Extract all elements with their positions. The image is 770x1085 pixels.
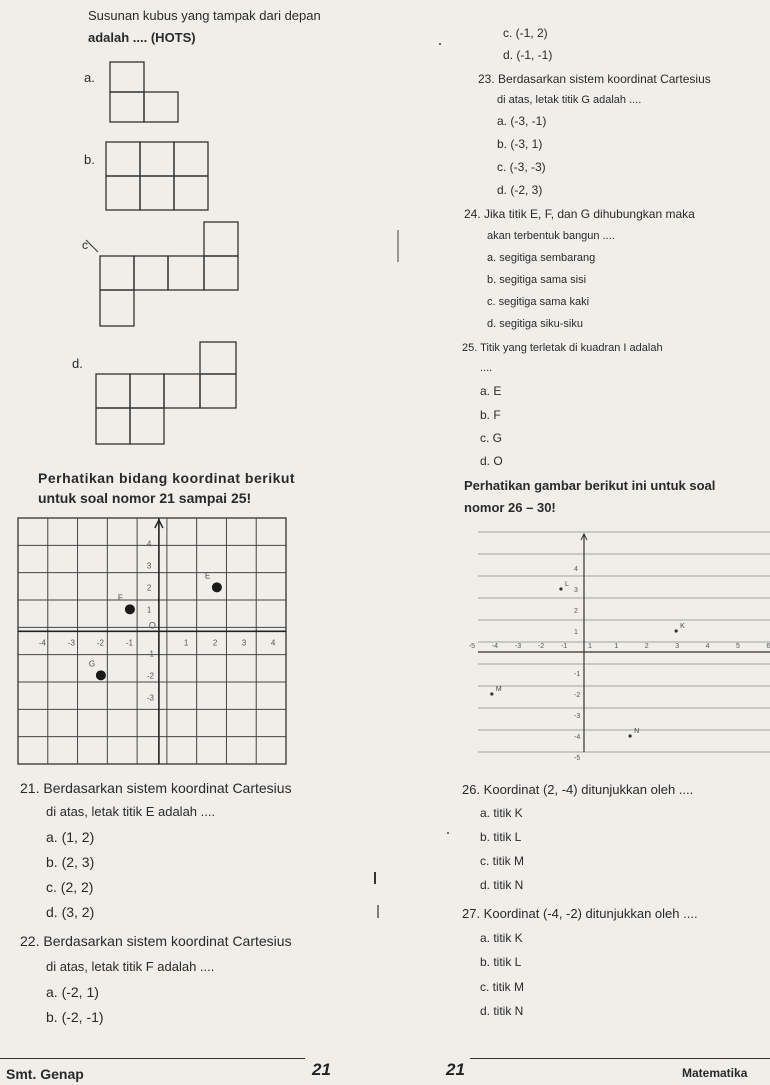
grid2-y-tick: -5 (574, 755, 581, 762)
q26-question: 26. Koordinat (2, -4) ditunjukkan oleh .... (462, 782, 694, 797)
section1-heading-1: Perhatikan bidang koordinat berikut (38, 470, 296, 486)
grid1-x-tick: -3 (67, 638, 76, 648)
q23-option-d: d. (-2, 3) (497, 183, 543, 197)
grid2-point-label: M (495, 686, 502, 693)
q26-option-d: d. titik N (480, 878, 524, 892)
q24-option-a: a. segitiga sembarang (487, 252, 596, 264)
q27-option-b: b. titik L (480, 955, 522, 969)
grid1-x-tick: 2 (212, 638, 218, 648)
grid2-point-label: N (634, 728, 640, 735)
net-label-b: b. (84, 152, 95, 167)
grid2-point-label: K (680, 623, 685, 630)
q27-option-c: c. titik M (480, 980, 524, 994)
grid2-x-tick: 1 (588, 643, 592, 650)
grid2-y-tick: 4 (574, 566, 578, 573)
section2-heading-1: Perhatikan gambar berikut ini untuk soal (464, 478, 716, 493)
q25-option-c: c. G (480, 431, 503, 445)
q21-question: 21. Berdasarkan sistem koordinat Cartesius (20, 780, 292, 796)
q22-question-2: di atas, letak titik F adalah .... (46, 959, 215, 974)
grid1-y-tick: -2 (146, 671, 155, 681)
q23-option-a: a. (-3, -1) (497, 114, 547, 128)
grid2-x-tick: -3 (514, 643, 522, 650)
grid2-x-tick: 3 (675, 643, 680, 650)
grid1-x-tick: -2 (96, 638, 105, 648)
footer-rule-left (0, 1058, 305, 1059)
q24-question-2: akan terbentuk bangun .... (487, 230, 615, 242)
q21-option-c: c. (2, 2) (46, 879, 94, 895)
grid2-y-tick: -1 (574, 671, 581, 678)
q25-question: 25. Titik yang terletak di kuadran I adalah (462, 342, 663, 354)
q21-question-2: di atas, letak titik E adalah .... (46, 804, 216, 819)
q24-option-c: c. segitiga sama kaki (487, 296, 590, 308)
grid2-x-tick: 5 (736, 643, 740, 650)
q23-option-c: c. (-3, -3) (497, 160, 546, 174)
grid1-x-tick: 1 (183, 638, 189, 648)
grid1-x-tick: 4 (270, 638, 276, 648)
q25-option-a: a. E (480, 384, 502, 398)
grid1-point-label: G (88, 659, 96, 669)
section1-heading-2: untuk soal nomor 21 sampai 25! (38, 490, 252, 506)
grid1-y-tick: 4 (146, 539, 152, 549)
footer-rule-right (470, 1058, 770, 1059)
q23-question-2: di atas, letak titik G adalah .... (497, 94, 642, 106)
q27-option-a: a. titik K (480, 931, 523, 945)
q21-option-b: b. (2, 3) (46, 854, 95, 870)
q23-question: 23. Berdasarkan sistem koordinat Cartesius (478, 72, 711, 86)
q25-question-2: .... (480, 362, 493, 374)
footer-subject: Matematika (682, 1066, 748, 1080)
grid1-y-tick: -1 (146, 649, 155, 659)
footer-page-number-right: 21 (446, 1060, 465, 1079)
q25-option-d: d. O (480, 454, 503, 468)
q24-option-b: b. segitiga sama sisi (487, 274, 587, 286)
q27-question: 27. Koordinat (-4, -2) ditunjukkan oleh .... (462, 906, 698, 921)
q22-question: 22. Berdasarkan sistem koordinat Cartesius (20, 933, 292, 949)
grid1-y-tick: 1 (146, 605, 152, 615)
q22-option-b: b. (-2, -1) (46, 1009, 104, 1025)
net-label-a: a. (84, 70, 95, 85)
grid1-point-label: E (204, 571, 211, 581)
grid2-x-tick: -4 (491, 643, 499, 650)
grid1-x-tick: 3 (241, 638, 247, 648)
grid2-x-tick: 2 (644, 643, 649, 650)
grid2-x-tick: -1 (560, 643, 568, 650)
q26-option-c: c. titik M (480, 854, 524, 868)
q22-option-a: a. (-2, 1) (46, 984, 99, 1000)
grid2-x-tick: -5 (468, 643, 476, 650)
q26-option-a: a. titik K (480, 806, 523, 820)
q25-option-b: b. F (480, 408, 501, 422)
q24-option-d: d. segitiga siku-siku (487, 318, 583, 330)
grid1-point-label: F (117, 593, 123, 603)
footer-semester: Smt. Genap (6, 1066, 84, 1082)
q23-option-b: b. (-3, 1) (497, 137, 543, 151)
intro-line2: adalah .... (HOTS) (88, 30, 196, 45)
grid1-y-tick: -3 (146, 693, 155, 703)
grid1-y-tick: 3 (146, 561, 152, 571)
grid2-y-tick: 3 (574, 587, 578, 594)
grid2-x-tick: 4 (705, 643, 710, 650)
grid1-y-tick: 2 (146, 583, 152, 593)
q26-option-b: b. titik L (480, 830, 522, 844)
grid2-x-tick: -2 (537, 643, 545, 650)
grid2-x-tick: 6 (766, 643, 770, 650)
grid2-x-tick: 1 (614, 643, 619, 650)
net-label-d: d. (72, 356, 83, 371)
grid1-x-tick: -4 (38, 638, 47, 648)
grid2-y-tick: -4 (574, 734, 581, 741)
q20-option-d: d. (-1, -1) (503, 48, 553, 62)
q21-option-d: d. (3, 2) (46, 904, 95, 920)
grid2-y-tick: 1 (574, 629, 578, 636)
q21-option-a: a. (1, 2) (46, 829, 95, 845)
grid2-y-tick: -3 (574, 713, 581, 720)
net-label-c: c (82, 238, 88, 252)
footer-page-number-left: 21 (312, 1060, 331, 1079)
grid1-origin-label: O (148, 620, 156, 631)
q24-question: 24. Jika titik E, F, dan G dihubungkan maka (464, 207, 695, 221)
q20-option-c: c. (-1, 2) (503, 26, 548, 40)
grid2-y-tick: -2 (574, 692, 581, 699)
section2-heading-2: nomor 26 – 30! (464, 500, 556, 515)
grid2-point-label: L (564, 581, 569, 588)
intro-line1: Susunan kubus yang tampak dari depan (88, 8, 321, 23)
q27-option-d: d. titik N (480, 1004, 524, 1018)
grid1-x-tick: -1 (125, 638, 134, 648)
grid2-y-tick: 2 (574, 608, 578, 615)
